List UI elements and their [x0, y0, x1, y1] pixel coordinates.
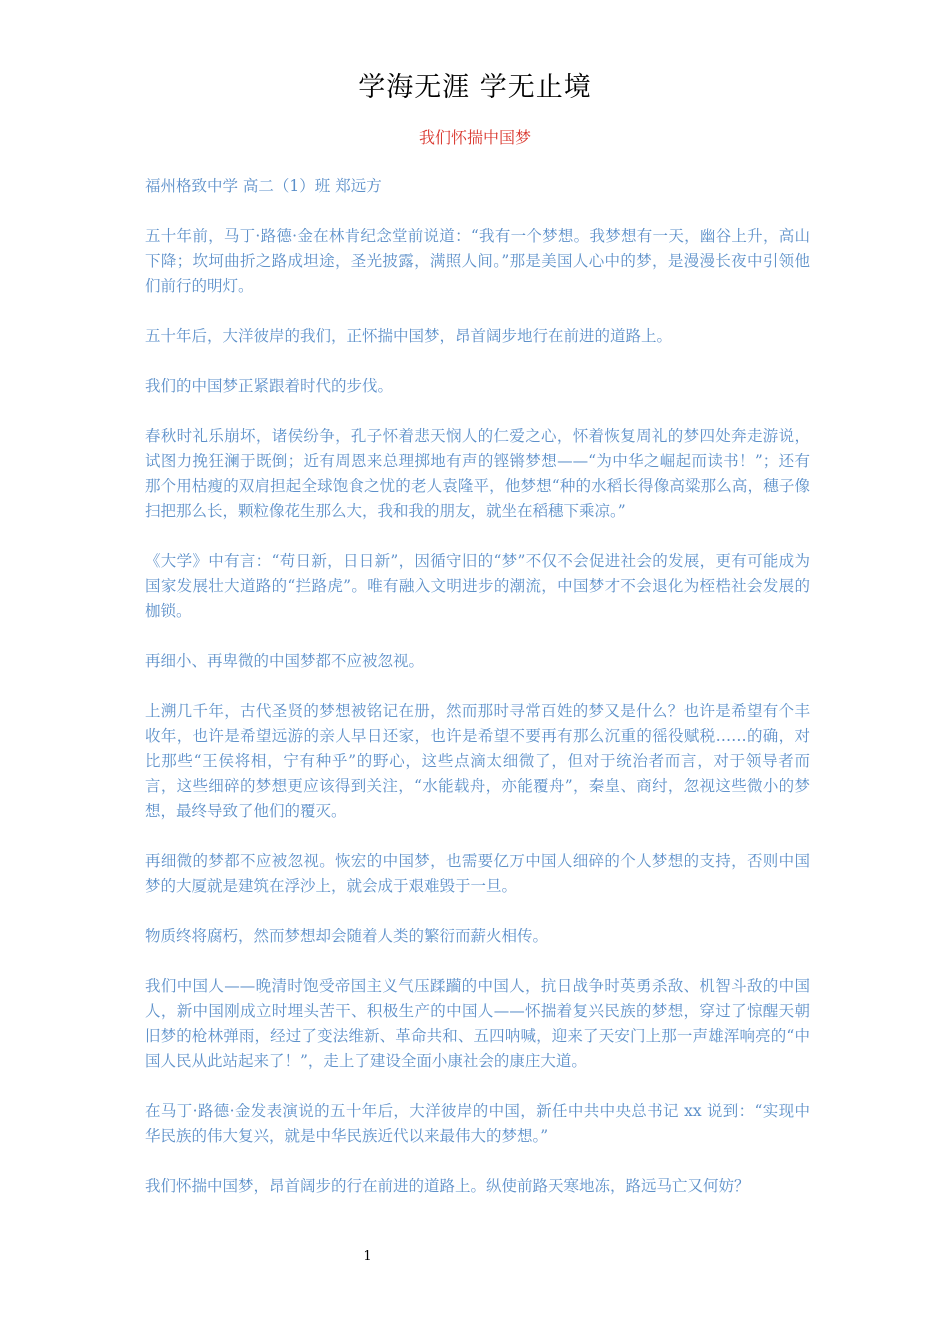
paragraph: 再细微的梦都不应被忽视。恢宏的中国梦，也需要亿万中国人细碎的个人梦想的支持，否则中国梦的大厦就是建筑在浮沙上，就会成于艰难毁于一旦。 [145, 852, 810, 895]
paragraph: 再细小、再卑微的中国梦都不应被忽视。 [145, 652, 425, 670]
paragraph: 在马丁·路德·金发表演说的五十年后，大洋彼岸的中国，新任中共中央总书记 xx 说到：“实现中华民族的伟大复兴，就是中华民族近代以来最伟大的梦想。” [145, 1102, 810, 1145]
paragraph: 五十年前，马丁·路德·金在林肯纪念堂前说道：“我有一个梦想。我梦想有一天，幽谷上升，高山下降；坎坷曲折之路成坦途，圣光披露，满照人间。”那是美国人心中的梦，是漫漫长夜中引领他们前行的明灯。 [145, 227, 810, 295]
paragraph: 春秋时礼乐崩坏，诸侯纷争，孔子怀着悲天悯人的仁爱之心，怀着恢复周礼的梦四处奔走游说，试图力挽狂澜于既倒；近有周恩来总理掷地有声的铿锵梦想——“为中华之崛起而读书！”；还有那个用枯瘦的双肩担起全球饱食之忧的老人袁隆平，他梦想“种的水稻长得像高粱那么高，穗子像扫把那么长，颗粒像花生那么大，我和我的朋友，就坐在稻穗下乘凉。” [145, 427, 810, 520]
author-line: 福州格致中学 高二（1）班 郑远方 [145, 177, 382, 195]
paragraph: 五十年后，大洋彼岸的我们，正怀揣中国梦，昂首阔步地行在前进的道路上。 [145, 327, 673, 345]
paragraph: 我们怀揣中国梦，昂首阔步的行在前进的道路上。纵使前路天寒地冻，路远马亡又何妨？ [145, 1177, 750, 1195]
paragraph: 上溯几千年，古代圣贤的梦想被铭记在册，然而那时寻常百姓的梦又是什么？也许是希望有个丰收年，也许是希望远游的亲人早日还家，也许是希望不要再有那么沉重的徭役赋税……的确，对比那些“王侯将相，宁有种乎”的野心，这些点滴太细微了，但对于统治者而言，对于领导者而言，这些细碎的梦想更应该得到关注，“水能载舟，亦能覆舟”，秦皇、商纣，忽视这些微小的梦想，最终导致了他们的覆灭。 [145, 702, 810, 820]
paragraph: 物质终将腐朽，然而梦想却会随着人类的繁衍而薪火相传。 [145, 927, 549, 945]
page-header-title: 学海无涯 学无止境 [358, 72, 592, 103]
paragraph: 我们中国人——晚清时饱受帝国主义气压蹂躏的中国人，抗日战争时英勇杀敌、机智斗敌的中国人，新中国刚成立时埋头苦干、积极生产的中国人——怀揣着复兴民族的梦想，穿过了惊醒天朝旧梦的枪林弹雨，经过了变法维新、革命共和、五四呐喊，迎来了天安门上那一声雄浑响亮的“中国人民从此站起来了！”，走上了建设全面小康社会的康庄大道。 [145, 977, 810, 1070]
paragraph: 我们的中国梦正紧跟着时代的步伐。 [145, 377, 394, 395]
document-body [145, 174, 810, 1224]
page-number: 1 [363, 1249, 372, 1264]
document-title: 我们怀揣中国梦 [418, 128, 531, 147]
paragraph: 《大学》中有言：“苟日新，日日新”，因循守旧的“梦”不仅不会促进社会的发展，更有可能成为国家发展壮大道路的“拦路虎”。唯有融入文明进步的潮流，中国梦才不会退化为桎梏社会发展的枷锁。 [145, 552, 810, 620]
